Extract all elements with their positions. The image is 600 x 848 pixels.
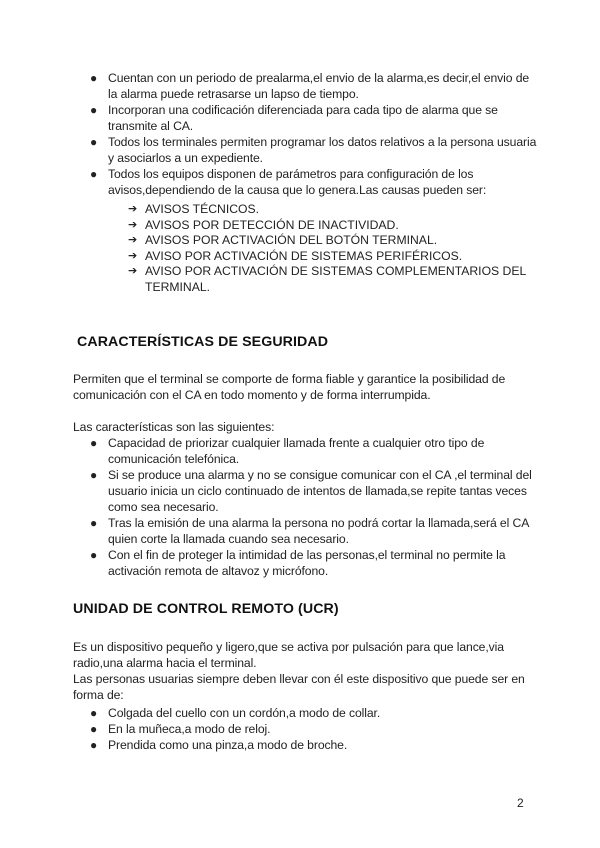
bullet-icon: ● [90, 722, 98, 736]
list-item: ● Colgada del cuello con un cordón,a modo de collar. [90, 706, 381, 720]
avisos-list [128, 202, 528, 296]
arrow-right-icon: ➔ [128, 203, 138, 215]
list-item: ● Incorporan una codificación diferenciada para cada tipo de alarma que se transmite al CA. [90, 103, 498, 133]
bullet-icon: ● [90, 468, 98, 482]
list-item: ➔ AVISOS POR ACTIVACIÓN DEL BOTÓN TERMINAL. [128, 233, 438, 248]
list-item: ● Prendida como una pinza,a modo de broche. [90, 738, 348, 752]
list-item: ● Tras la emisión de una alarma la persona no podrá cortar la llamada,será el CA quien corte la llamada cuando sea necesario. [90, 516, 529, 546]
bullet-icon: ● [90, 548, 98, 562]
section-heading-ucr: UNIDAD DE CONTROL REMOTO (UCR) [73, 601, 339, 617]
bullet-icon: ● [90, 167, 98, 181]
page-number: 2 [517, 796, 524, 810]
list-item: ● Capacidad de priorizar cualquier llamada frente a cualquier otro tipo de comunicación telefónica. [90, 436, 485, 466]
section-heading-seguridad: CARACTERÍSTICAS DE SEGURIDAD [77, 334, 329, 350]
list-item: ● Todos los terminales permiten programar los datos relativos a la persona usuaria y asociarlos a un expediente. [90, 135, 537, 165]
ucr-list [90, 705, 540, 753]
list-item: ● Con el fin de proteger la intimidad de las personas,el terminal no permite la activación remota de altavoz y micrófono. [90, 548, 506, 578]
arrow-right-icon: ➔ [128, 265, 138, 278]
list-item: ● Cuentan con un periodo de prealarma,el envio de la alarma,es decir,el envio de la alarma puede retrasarse un lapso de tiempo. [90, 71, 530, 101]
bullet-icon: ● [90, 71, 98, 85]
seguridad-lead: Las características son las siguientes: [73, 420, 275, 434]
bullet-icon: ● [90, 135, 98, 149]
bullet-icon: ● [90, 436, 98, 450]
bullet-icon: ● [90, 103, 98, 117]
list-item: ● Todos los equipos disponen de parámetros para configuración de los avisos,dependiendo de la causa que lo genera.Las causas pueden ser: [90, 167, 487, 197]
bullet-icon: ● [90, 516, 98, 530]
list-item: ➔ AVISOS TÉCNICOS. [128, 202, 260, 216]
arrow-right-icon: ➔ [128, 249, 138, 262]
list-item: ➔ AVISO POR ACTIVACIÓN DE SISTEMAS COMPLEMENTARIOS DEL TERMINAL. [128, 264, 526, 294]
seguridad-intro: Permiten que el terminal se comporte de forma fiable y garantice la posibilidad de comunicación con el CA en todo momento y de forma interrumpida. [73, 372, 506, 402]
ucr-intro: Es un dispositivo pequeño y ligero,que se activa por pulsación para que lance,via radio,una alarma hacia el terminal. [73, 640, 504, 670]
bullet-icon: ● [90, 738, 98, 752]
ucr-intro-2: Las personas usuarias siempre deben llevar con él este dispositivo que puede ser en forma de: [73, 672, 525, 702]
bullet-icon: ● [90, 706, 98, 720]
seguridad-list [90, 435, 540, 579]
list-item: ➔ AVISOS POR DETECCIÓN DE INACTIVIDAD. [128, 217, 399, 232]
features-list [90, 70, 540, 198]
arrow-right-icon: ➔ [128, 234, 138, 247]
list-item: ● Si se produce una alarma y no se consigue comunicar con el CA ,el terminal del usuario inicia un ciclo continuado de intentos de llamada,se repite tantas veces como sea necesario. [90, 468, 532, 514]
list-item: ● En la muñeca,a modo de reloj. [90, 722, 271, 736]
arrow-right-icon: ➔ [128, 218, 138, 231]
list-item: ➔ AVISO POR ACTIVACIÓN DE SISTEMAS PERIFÉRICOS. [128, 248, 463, 263]
